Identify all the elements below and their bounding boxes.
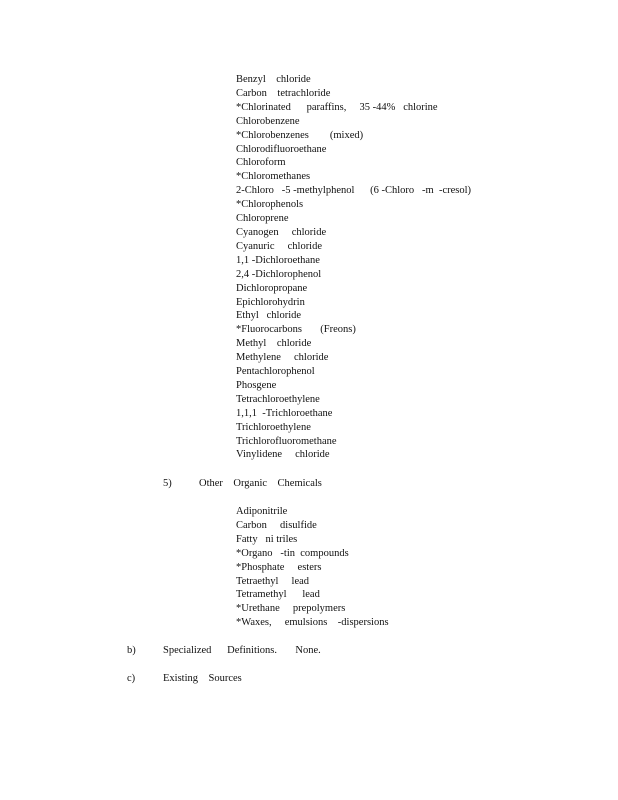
section-b-letter: b) [127, 645, 136, 656]
list-item: Chlorobenzene [236, 115, 300, 127]
list-item: *Chlorinated paraffins, 35 -44% chlorine [236, 101, 438, 113]
list-item: Methyl chloride [236, 338, 312, 350]
list-item: Trichloroethylene [236, 421, 311, 433]
section-b-text: Specialized Definitions. None. [163, 645, 321, 656]
list-item: Epichlorohydrin [236, 296, 305, 308]
list-item: 2,4 -Dichlorophenol [236, 268, 322, 280]
list-item: *Chlorophenols [236, 199, 304, 211]
list-item: Tetrachloroethylene [236, 393, 320, 405]
list-item: Carbon tetrachloride [236, 87, 331, 99]
list-item: *Organo -tin compounds [236, 547, 349, 559]
list-item: Cyanogen chloride [236, 226, 327, 238]
list-item: *Phosphate esters [236, 561, 322, 573]
section-c-letter: c) [127, 673, 136, 684]
list-item: Phosgene [236, 379, 277, 391]
list-item: Benzyl chloride [236, 74, 311, 85]
list-item: Tetraethyl lead [236, 575, 310, 587]
list-item: 2-Chloro -5 -methylphenol (6 -Chloro -m -cresol) [236, 185, 472, 197]
list-item: *Fluorocarbons (Freons) [236, 324, 356, 336]
list-item: 1,1 -Dichloroethane [236, 254, 320, 266]
list-item: Dichloropropane [236, 282, 308, 294]
list-item: *Waxes, emulsions -dispersions [236, 617, 389, 629]
list-item: Ethyl chloride [236, 310, 302, 322]
list-item: Tetramethyl lead [236, 589, 320, 601]
list-item: Pentachlorophenol [236, 366, 315, 378]
list-item: Methylene chloride [236, 352, 329, 364]
chlorinated-hydrocarbons-list [236, 73, 471, 462]
list-item: Fatty ni triles [236, 533, 298, 545]
list-item: Chloroprene [236, 213, 289, 225]
list-item: Trichlorofluoromethane [236, 435, 337, 447]
list-item: Chlorodifluoroethane [236, 143, 327, 155]
list-item: *Urethane prepolymers [236, 603, 346, 615]
list-item: *Chloromethanes [236, 171, 311, 183]
list-item: *Chlorobenzenes (mixed) [236, 129, 364, 141]
list-item: Chloroform [236, 157, 286, 169]
list-item: 1,1,1 -Trichloroethane [236, 407, 333, 419]
other-organic-chemicals-list [236, 505, 389, 630]
section-5-title: Other Organic Chemicals [199, 478, 322, 489]
list-item: Vinylidene chloride [236, 449, 330, 461]
list-item: Cyanuric chloride [236, 240, 323, 252]
section-5-number: 5) [163, 478, 172, 489]
list-item: Adiponitrile [236, 506, 288, 517]
list-item: Carbon disulfide [236, 519, 317, 531]
section-c-text: Existing Sources [163, 673, 242, 684]
